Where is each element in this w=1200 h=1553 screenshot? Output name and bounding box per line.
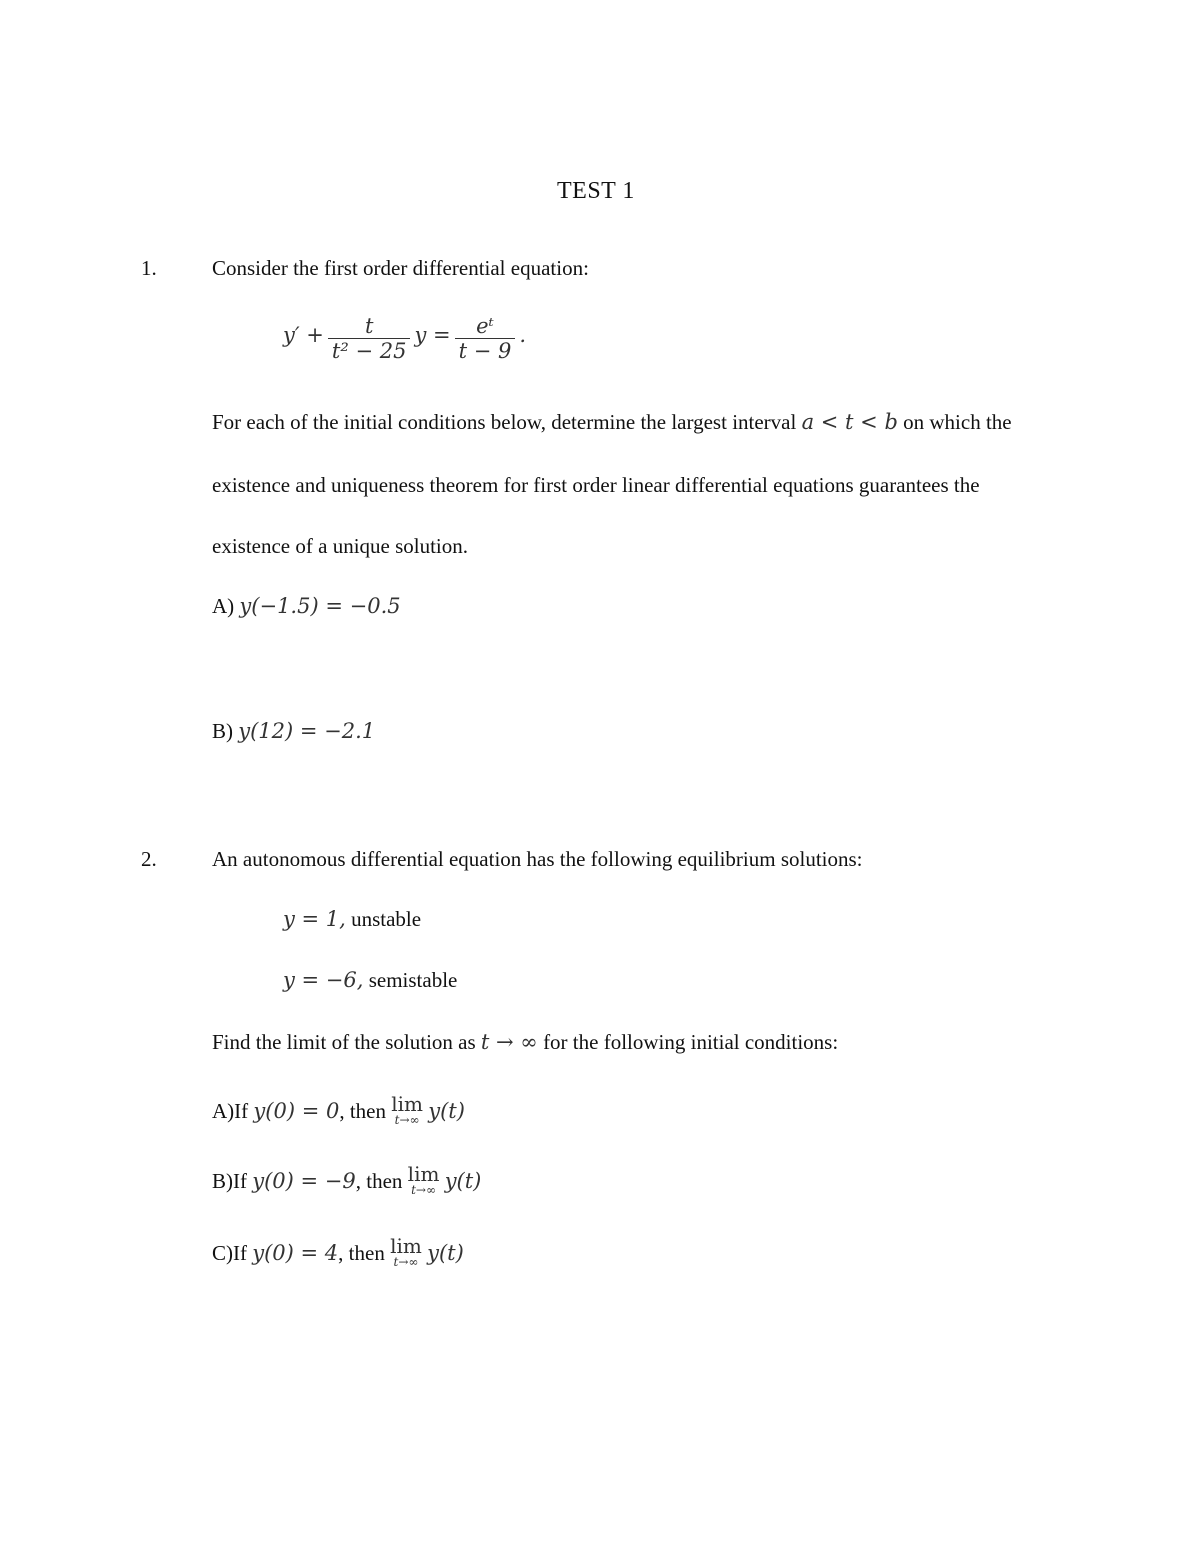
question-2-instruction	[212, 1030, 838, 1055]
part-c-label: C)If	[212, 1241, 247, 1265]
limit-word: lim	[390, 1234, 422, 1258]
part-c-then: , then	[338, 1241, 385, 1265]
equation-fraction-2	[455, 314, 516, 363]
equation-period: .	[519, 323, 527, 348]
part-b-then: , then	[355, 1169, 403, 1193]
paragraph-text-b: on which the	[903, 410, 1012, 434]
part-a-label: A)	[212, 594, 235, 618]
question-2-number: 2.	[141, 847, 157, 871]
part-b-condition: y(12) = −2.1	[238, 719, 376, 743]
equation-fraction-1	[328, 314, 411, 363]
part-b-condition: y(0) = −9	[252, 1169, 356, 1193]
paragraph-text-a: For each of the initial conditions below, determine the largest interval	[212, 410, 797, 434]
limit-expression	[391, 1092, 423, 1128]
question-1-paragraph-line-2: existence and uniqueness theorem for first order linear differential equations guarantees the	[212, 473, 980, 497]
part-a-label: A)If	[212, 1099, 249, 1123]
equilibrium-1-value: y = 1,	[283, 907, 346, 931]
part-a-then: , then	[339, 1099, 386, 1123]
part-b-label: B)	[212, 719, 233, 743]
question-1-paragraph-line-1	[212, 410, 1012, 435]
question-2-part-b	[212, 1162, 482, 1198]
fraction-2-numerator: eᵗ	[476, 314, 494, 338]
equation-lhs: y′ +	[283, 323, 324, 348]
limit-function: y(t)	[427, 1241, 464, 1265]
question-1-paragraph-line-3: existence of a unique solution.	[212, 534, 469, 558]
limit-function: y(t)	[444, 1169, 482, 1193]
limit-subscript: t→∞	[393, 1255, 419, 1269]
interval-math: a < t < b	[801, 410, 898, 434]
instruction-text-b: for the following initial conditions:	[543, 1030, 839, 1054]
fraction-2-denominator: t − 9	[458, 339, 512, 363]
limit-expression	[407, 1162, 440, 1198]
fraction-1-numerator: t	[364, 314, 374, 338]
equation-middle: y =	[414, 323, 451, 348]
limit-subscript: t→∞	[394, 1113, 420, 1127]
instruction-text-a: Find the limit of the solution as	[212, 1030, 476, 1054]
question-1-part-a	[212, 594, 401, 619]
limit-subscript: t→∞	[411, 1183, 436, 1197]
limit-word: lim	[391, 1092, 423, 1116]
limit-word: lim	[407, 1162, 440, 1186]
equilibrium-1-stability: unstable	[351, 907, 422, 931]
question-1-number: 1.	[141, 256, 157, 280]
equilibrium-2	[283, 968, 457, 993]
part-c-condition: y(0) = 4	[252, 1241, 339, 1265]
part-b-label: B)If	[212, 1169, 247, 1193]
question-1-part-b	[212, 719, 375, 744]
equilibrium-2-value: y = −6,	[283, 968, 364, 992]
equilibrium-2-stability: semistable	[368, 968, 458, 992]
question-1-equation	[283, 314, 526, 363]
question-2-intro: An autonomous differential equation has the following equilibrium solutions:	[212, 847, 863, 871]
fraction-1-denominator: t² − 25	[331, 339, 407, 363]
page-title: TEST 1	[557, 178, 635, 204]
question-2-part-a	[212, 1092, 465, 1128]
question-1-intro: Consider the first order differential equation:	[212, 256, 589, 280]
limit-expression	[390, 1234, 422, 1270]
equilibrium-1	[283, 907, 421, 932]
limit-function: y(t)	[428, 1099, 465, 1123]
question-2-part-c	[212, 1234, 464, 1270]
part-a-condition: y(−1.5) = −0.5	[239, 594, 401, 618]
part-a-condition: y(0) = 0	[253, 1099, 340, 1123]
instruction-math: t → ∞	[480, 1030, 538, 1054]
